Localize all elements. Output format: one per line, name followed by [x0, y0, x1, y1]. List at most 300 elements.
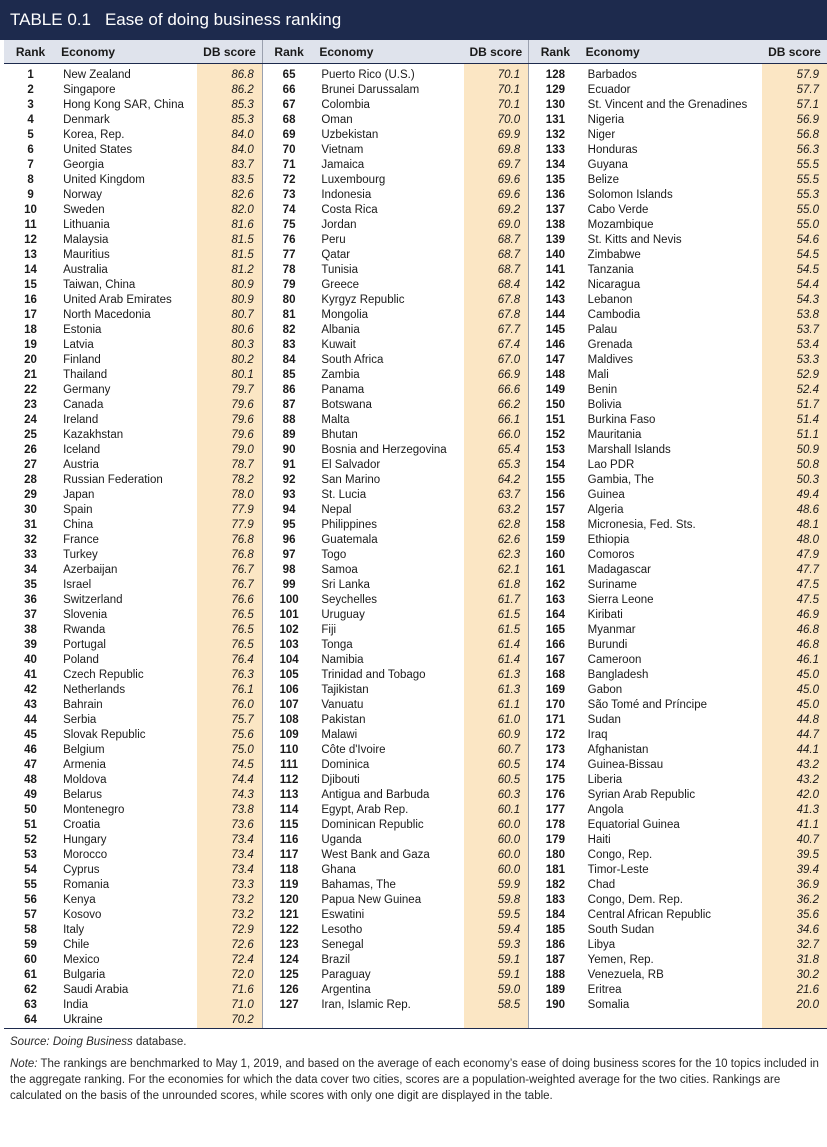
rank-cell: 146 — [529, 338, 582, 353]
economy-cell: Paraguay — [321, 969, 371, 981]
economy-cell: Mongolia — [321, 309, 369, 321]
rank-cell: 164 — [529, 608, 582, 623]
score-cell: 30.2 — [762, 968, 827, 983]
rank-cell: 160 — [529, 548, 582, 563]
rank-cell: 184 — [529, 908, 582, 923]
score-cell: 61.3 — [464, 683, 529, 698]
economy-cell: United Kingdom — [63, 174, 145, 186]
rank-cell: 142 — [529, 278, 582, 293]
score-cell: 71.0 — [197, 998, 262, 1013]
score-cell: 54.3 — [762, 293, 827, 308]
rank-cell: 150 — [529, 398, 582, 413]
score-cell: 48.6 — [762, 503, 827, 518]
score-cell: 57.7 — [762, 83, 827, 98]
score-cell: 61.5 — [464, 608, 529, 623]
rank-cell: 13 — [24, 249, 37, 261]
economy-cell: Nepal — [321, 504, 352, 516]
score-cell: 73.4 — [197, 848, 262, 863]
score-cell: 69.7 — [464, 158, 529, 173]
table-row — [4, 998, 827, 1013]
methodology-note — [10, 1056, 820, 1104]
rank-cell: 75 — [262, 218, 315, 233]
economy-cell: São Tomé and Príncipe — [587, 699, 708, 711]
rank-cell: 120 — [262, 893, 315, 908]
economy-cell: Portugal — [63, 639, 106, 651]
rank-cell: 63 — [24, 999, 37, 1011]
score-cell: 73.6 — [197, 818, 262, 833]
score-cell: 55.5 — [762, 158, 827, 173]
score-cell: 21.6 — [762, 983, 827, 998]
table-row — [4, 398, 827, 413]
score-cell: 51.7 — [762, 398, 827, 413]
rank-cell: 37 — [24, 609, 37, 621]
table-row — [4, 773, 827, 788]
economy-cell: Sri Lanka — [321, 579, 370, 591]
score-cell: 81.2 — [197, 263, 262, 278]
economy-cell: Belize — [587, 174, 619, 186]
score-cell: 46.1 — [762, 653, 827, 668]
rank-cell: 5 — [27, 129, 34, 141]
rank-cell: 9 — [27, 189, 34, 201]
table-row — [4, 548, 827, 563]
economy-cell: Sierra Leone — [587, 594, 654, 606]
score-cell: 53.7 — [762, 323, 827, 338]
score-cell: 67.8 — [464, 293, 529, 308]
economy-cell: Maldives — [587, 354, 634, 366]
economy-cell: United States — [63, 144, 133, 156]
economy-cell: Jamaica — [321, 159, 365, 171]
rank-cell: 92 — [262, 473, 315, 488]
score-cell: 61.1 — [464, 698, 529, 713]
rank-cell: 190 — [529, 998, 582, 1013]
rank-cell: 168 — [529, 668, 582, 683]
rank-cell: 180 — [529, 848, 582, 863]
rank-cell: 90 — [262, 443, 315, 458]
rank-cell: 25 — [24, 429, 37, 441]
economy-cell: Zimbabwe — [587, 249, 641, 261]
rank-cell: 10 — [24, 204, 37, 216]
score-cell: 84.0 — [197, 128, 262, 143]
economy-cell: Bahamas, The — [321, 879, 396, 891]
rank-cell: 122 — [262, 923, 315, 938]
score-cell: 80.1 — [197, 368, 262, 383]
economy-cell: Congo, Dem. Rep. — [587, 894, 683, 906]
rank-cell: 109 — [262, 728, 315, 743]
table-row — [4, 713, 827, 728]
economy-cell: Denmark — [63, 114, 110, 126]
economy-cell: Ireland — [63, 414, 99, 426]
economy-cell: Equatorial Guinea — [587, 819, 680, 831]
rank-cell: 77 — [262, 248, 315, 263]
score-cell: 57.9 — [762, 64, 827, 84]
rank-cell: 133 — [529, 143, 582, 158]
rank-cell: 64 — [4, 1013, 57, 1029]
score-cell: 49.4 — [762, 488, 827, 503]
score-cell: 41.3 — [762, 803, 827, 818]
score-cell: 39.5 — [762, 848, 827, 863]
rank-cell: 99 — [262, 578, 315, 593]
economy-cell: Romania — [63, 879, 110, 891]
economy-cell: Mexico — [63, 954, 100, 966]
rank-cell: 97 — [262, 548, 315, 563]
economy-cell: Chile — [63, 939, 90, 951]
header-rank: Rank — [262, 40, 315, 64]
economy-cell — [315, 1013, 463, 1029]
economy-cell: Namibia — [321, 654, 364, 666]
score-cell: 76.8 — [197, 548, 262, 563]
economy-cell: St. Vincent and the Grenadines — [587, 99, 748, 111]
rank-cell: 72 — [262, 173, 315, 188]
rank-cell: 143 — [529, 293, 582, 308]
table-row — [4, 158, 827, 173]
rank-cell: 161 — [529, 563, 582, 578]
score-cell: 73.3 — [197, 878, 262, 893]
score-cell: 75.6 — [197, 728, 262, 743]
rank-cell: 76 — [262, 233, 315, 248]
score-cell: 80.2 — [197, 353, 262, 368]
economy-cell: Georgia — [63, 159, 104, 171]
score-cell: 59.3 — [464, 938, 529, 953]
economy-cell: Seychelles — [321, 594, 377, 606]
economy-cell: St. Kitts and Nevis — [587, 234, 682, 246]
economy-cell: United Arab Emirates — [63, 294, 172, 306]
source-rest: database. — [132, 1036, 187, 1048]
rank-cell: 19 — [24, 339, 37, 351]
score-cell: 74.5 — [197, 758, 262, 773]
economy-cell: Kosovo — [63, 909, 102, 921]
table-row — [4, 593, 827, 608]
score-cell: 85.3 — [197, 113, 262, 128]
score-cell: 79.0 — [197, 443, 262, 458]
economy-cell: Morocco — [63, 849, 108, 861]
economy-cell: Antigua and Barbuda — [321, 789, 430, 801]
economy-cell: Czech Republic — [63, 669, 144, 681]
economy-cell: Slovenia — [63, 609, 108, 621]
table-row — [4, 983, 827, 998]
score-cell: 79.6 — [197, 413, 262, 428]
table-row — [4, 908, 827, 923]
rank-cell: 95 — [262, 518, 315, 533]
score-cell: 60.0 — [464, 818, 529, 833]
score-cell: 73.8 — [197, 803, 262, 818]
rank-cell: 44 — [24, 714, 37, 726]
rank-cell: 39 — [24, 639, 37, 651]
economy-cell: Liberia — [587, 774, 623, 786]
score-cell: 62.8 — [464, 518, 529, 533]
rank-cell: 185 — [529, 923, 582, 938]
score-cell: 60.3 — [464, 788, 529, 803]
table-row — [4, 64, 827, 84]
score-cell: 67.0 — [464, 353, 529, 368]
score-cell: 73.2 — [197, 908, 262, 923]
economy-cell: Colombia — [321, 99, 370, 111]
table-row — [4, 338, 827, 353]
economy-cell: Lesotho — [321, 924, 363, 936]
economy-cell: Nigeria — [587, 114, 625, 126]
economy-cell: Israel — [63, 579, 92, 591]
economy-cell: Bangladesh — [587, 669, 649, 681]
score-cell: 36.9 — [762, 878, 827, 893]
score-cell: 44.1 — [762, 743, 827, 758]
score-cell: 52.4 — [762, 383, 827, 398]
economy-cell: Estonia — [63, 324, 102, 336]
score-cell: 76.6 — [197, 593, 262, 608]
score-cell: 67.8 — [464, 308, 529, 323]
rank-cell: 124 — [262, 953, 315, 968]
economy-cell: Philippines — [321, 519, 377, 531]
score-cell: 61.3 — [464, 668, 529, 683]
score-cell: 51.1 — [762, 428, 827, 443]
rank-cell: 151 — [529, 413, 582, 428]
table-row — [4, 173, 827, 188]
score-cell: 62.6 — [464, 533, 529, 548]
table-row — [4, 683, 827, 698]
rank-cell: 173 — [529, 743, 582, 758]
rank-cell: 186 — [529, 938, 582, 953]
score-cell: 47.5 — [762, 578, 827, 593]
score-cell: 48.1 — [762, 518, 827, 533]
economy-cell: Cabo Verde — [587, 204, 649, 216]
score-cell: 70.0 — [464, 113, 529, 128]
rank-cell: 68 — [262, 113, 315, 128]
rank-cell — [262, 1013, 315, 1029]
economy-cell: Albania — [321, 324, 360, 336]
table-row — [4, 203, 827, 218]
score-cell: 55.0 — [762, 218, 827, 233]
economy-cell: Taiwan, China — [63, 279, 136, 291]
economy-cell: Kuwait — [321, 339, 356, 351]
rank-cell: 159 — [529, 533, 582, 548]
note-text: The rankings are benchmarked to May 1, 2019, and based on the average of each economy’s ease of doing business scores for the 10 topics included in the aggregate ranking. For the economies for which the data cover two cities, scores are a population-weighted average for the two cities. Rankings are calculated on the basis of the unrounded scores, while scores with only one digit are displayed in the table. — [10, 1058, 819, 1102]
economy-cell: Ethiopia — [587, 534, 630, 546]
economy-cell: Latvia — [63, 339, 94, 351]
rank-cell: 30 — [24, 504, 37, 516]
score-cell: 77.9 — [197, 518, 262, 533]
rank-cell: 115 — [262, 818, 315, 833]
table-row — [4, 938, 827, 953]
header-economy: Economy — [582, 40, 762, 64]
rank-cell: 53 — [24, 849, 37, 861]
score-cell: 45.0 — [762, 698, 827, 713]
table-row — [4, 278, 827, 293]
table-row — [4, 803, 827, 818]
rank-cell: 137 — [529, 203, 582, 218]
rank-cell: 80 — [262, 293, 315, 308]
score-cell: 73.4 — [197, 863, 262, 878]
economy-cell: Grenada — [587, 339, 633, 351]
economy-cell: Italy — [63, 924, 85, 936]
economy-cell: Marshall Islands — [587, 444, 671, 456]
score-cell: 69.9 — [464, 128, 529, 143]
rank-cell: 22 — [24, 384, 37, 396]
table-row — [4, 863, 827, 878]
rank-cell: 172 — [529, 728, 582, 743]
rank-cell: 1 — [27, 69, 34, 81]
table-row — [4, 323, 827, 338]
score-cell: 84.0 — [197, 143, 262, 158]
economy-cell: Dominican Republic — [321, 819, 424, 831]
score-cell: 45.0 — [762, 683, 827, 698]
table-row — [4, 98, 827, 113]
economy-cell: Austria — [63, 459, 99, 471]
economy-cell: Micronesia, Fed. Sts. — [587, 519, 696, 531]
economy-cell: Luxembourg — [321, 174, 386, 186]
economy-cell: Egypt, Arab Rep. — [321, 804, 409, 816]
score-cell: 43.2 — [762, 773, 827, 788]
source-note — [10, 1034, 820, 1050]
score-cell: 61.5 — [464, 623, 529, 638]
score-cell: 62.3 — [464, 548, 529, 563]
economy-cell: Hong Kong SAR, China — [63, 99, 184, 111]
rank-cell: 84 — [262, 353, 315, 368]
score-cell: 50.9 — [762, 443, 827, 458]
economy-cell: Japan — [63, 489, 95, 501]
rank-cell: 165 — [529, 623, 582, 638]
economy-cell: Bahrain — [63, 699, 103, 711]
table-row — [4, 788, 827, 803]
score-cell: 55.0 — [762, 203, 827, 218]
economy-cell: Kyrgyz Republic — [321, 294, 405, 306]
economy-cell: Vietnam — [321, 144, 364, 156]
score-cell: 44.7 — [762, 728, 827, 743]
rank-cell: 79 — [262, 278, 315, 293]
economy-cell: Cambodia — [587, 309, 641, 321]
rank-cell: 123 — [262, 938, 315, 953]
score-cell: 61.7 — [464, 593, 529, 608]
economy-cell: Fiji — [321, 624, 337, 636]
rank-cell: 98 — [262, 563, 315, 578]
score-cell: 67.7 — [464, 323, 529, 338]
rank-cell: 61 — [24, 969, 37, 981]
economy-cell: Congo, Rep. — [587, 849, 653, 861]
score-cell: 63.7 — [464, 488, 529, 503]
economy-cell: Nicaragua — [587, 279, 641, 291]
economy-cell: Puerto Rico (U.S.) — [321, 69, 415, 81]
score-cell: 53.3 — [762, 353, 827, 368]
economy-cell: Venezuela, RB — [587, 969, 664, 981]
rank-cell: 29 — [24, 489, 37, 501]
table-row — [4, 818, 827, 833]
score-cell: 66.1 — [464, 413, 529, 428]
economy-cell: Bolivia — [587, 399, 622, 411]
economy-cell: Thailand — [63, 369, 108, 381]
rank-cell: 46 — [24, 744, 37, 756]
economy-cell: Sudan — [587, 714, 621, 726]
score-cell: 45.0 — [762, 668, 827, 683]
score-cell: 76.8 — [197, 533, 262, 548]
rank-cell: 81 — [262, 308, 315, 323]
economy-cell: Burkina Faso — [587, 414, 656, 426]
score-cell: 72.6 — [197, 938, 262, 953]
economy-cell: Togo — [321, 549, 347, 561]
score-cell: 69.8 — [464, 143, 529, 158]
economy-cell: Serbia — [63, 714, 97, 726]
table-row — [4, 668, 827, 683]
economy-cell: Costa Rica — [321, 204, 378, 216]
score-cell: 80.6 — [197, 323, 262, 338]
score-cell: 53.4 — [762, 338, 827, 353]
economy-cell: Senegal — [321, 939, 364, 951]
rank-cell: 3 — [27, 99, 34, 111]
rank-cell: 179 — [529, 833, 582, 848]
score-cell: 32.7 — [762, 938, 827, 953]
rank-cell: 130 — [529, 98, 582, 113]
score-cell: 65.4 — [464, 443, 529, 458]
score-cell: 76.5 — [197, 638, 262, 653]
score-cell: 47.5 — [762, 593, 827, 608]
rank-cell: 114 — [262, 803, 315, 818]
rank-cell: 181 — [529, 863, 582, 878]
rank-cell: 132 — [529, 128, 582, 143]
rank-cell: 183 — [529, 893, 582, 908]
score-cell: 77.9 — [197, 503, 262, 518]
score-cell: 60.0 — [464, 833, 529, 848]
rank-cell: 169 — [529, 683, 582, 698]
score-cell: 83.5 — [197, 173, 262, 188]
score-cell: 34.6 — [762, 923, 827, 938]
table-row — [4, 188, 827, 203]
header-score: DB score — [762, 40, 827, 64]
table-row — [4, 308, 827, 323]
score-cell: 64.2 — [464, 473, 529, 488]
rank-cell: 127 — [262, 998, 315, 1013]
rank-cell: 2 — [27, 84, 34, 96]
economy-cell: Samoa — [321, 564, 358, 576]
score-cell: 82.0 — [197, 203, 262, 218]
economy-cell: Russian Federation — [63, 474, 163, 486]
rank-cell: 17 — [24, 309, 37, 321]
score-cell: 36.2 — [762, 893, 827, 908]
rank-cell: 23 — [24, 399, 37, 411]
rank-cell: 105 — [262, 668, 315, 683]
score-cell: 74.3 — [197, 788, 262, 803]
score-cell: 76.7 — [197, 563, 262, 578]
table-row — [4, 248, 827, 263]
rank-cell: 47 — [24, 759, 37, 771]
rank-cell: 49 — [24, 789, 37, 801]
rank-cell: 91 — [262, 458, 315, 473]
table-row — [4, 533, 827, 548]
economy-cell: Tonga — [321, 639, 353, 651]
table-row — [4, 263, 827, 278]
score-cell: 69.2 — [464, 203, 529, 218]
score-cell: 51.4 — [762, 413, 827, 428]
table-row — [4, 893, 827, 908]
economy-cell: Eritrea — [587, 984, 622, 996]
economy-cell: Iceland — [63, 444, 101, 456]
rank-cell: 31 — [24, 519, 37, 531]
table-row — [4, 563, 827, 578]
score-cell: 46.8 — [762, 623, 827, 638]
table-row — [4, 488, 827, 503]
table-row — [4, 968, 827, 983]
economy-cell: Australia — [63, 264, 108, 276]
rank-cell: 112 — [262, 773, 315, 788]
score-cell: 75.7 — [197, 713, 262, 728]
score-cell: 54.5 — [762, 248, 827, 263]
economy-cell: Mozambique — [587, 219, 654, 231]
table-row — [4, 728, 827, 743]
economy-cell: Trinidad and Tobago — [321, 669, 426, 681]
rank-cell: 35 — [24, 579, 37, 591]
ranking-table-wrapper — [4, 40, 827, 1029]
economy-cell: Moldova — [63, 774, 107, 786]
economy-cell: Rwanda — [63, 624, 106, 636]
economy-cell: South Africa — [321, 354, 384, 366]
score-cell: 44.8 — [762, 713, 827, 728]
score-cell: 75.0 — [197, 743, 262, 758]
economy-cell: Korea, Rep. — [63, 129, 125, 141]
